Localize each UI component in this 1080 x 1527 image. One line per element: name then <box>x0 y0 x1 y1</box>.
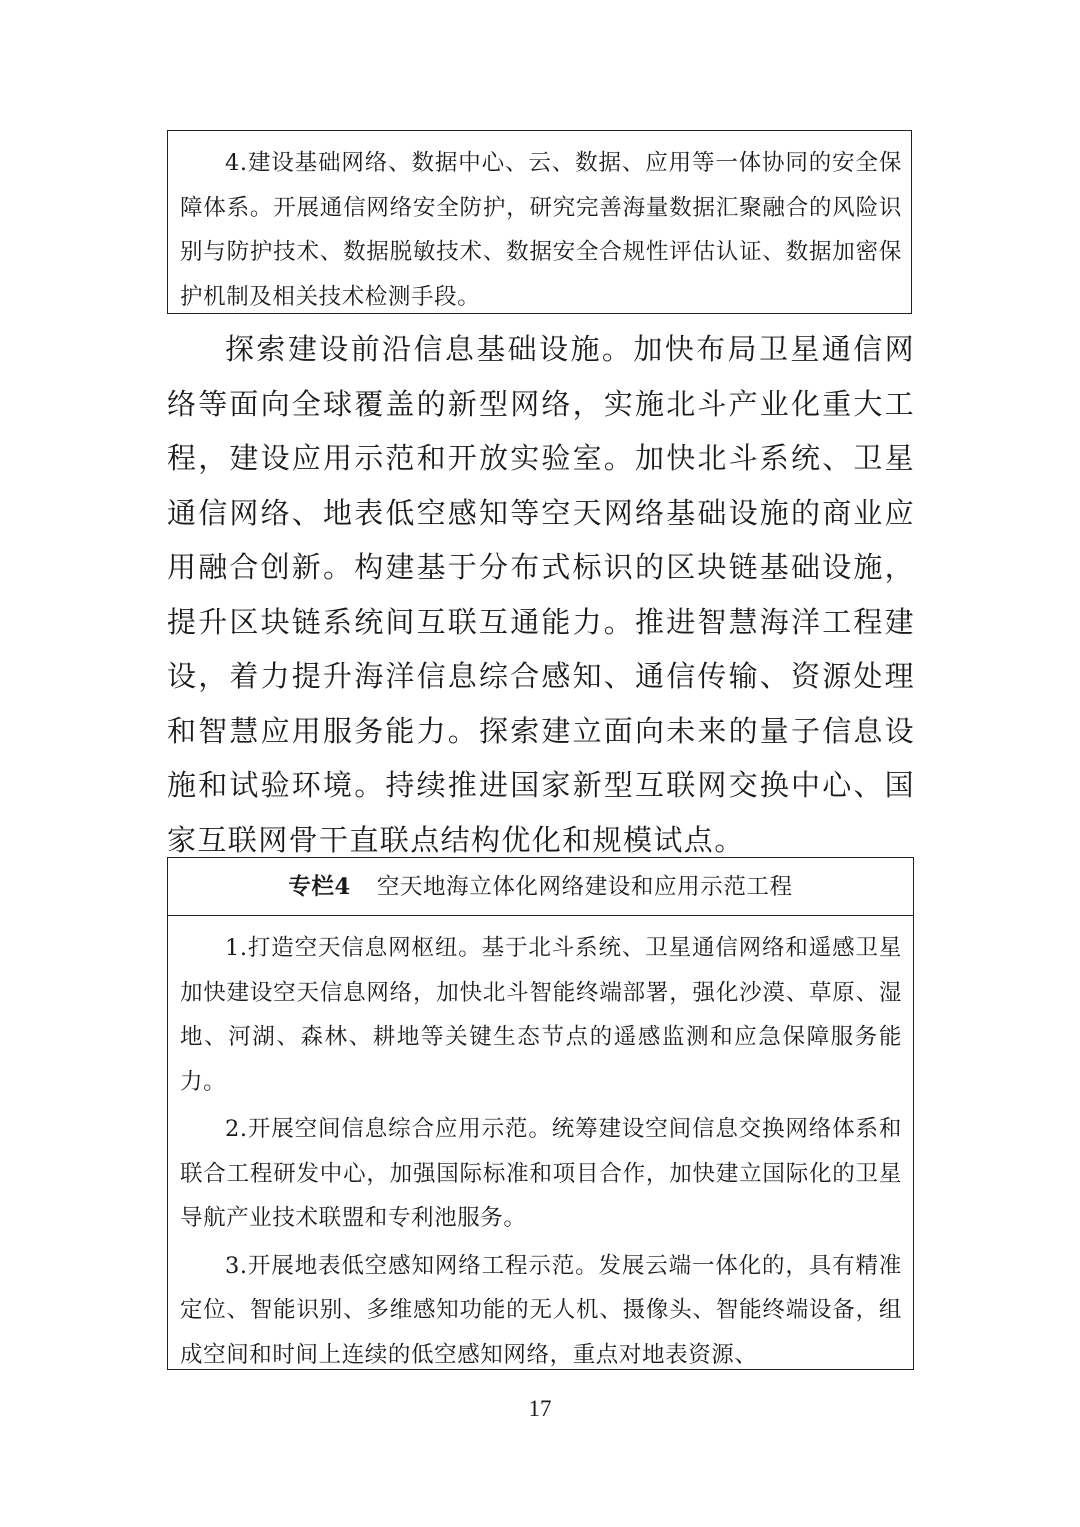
column-title: 空天地海立体化网络建设和应用示范工程 <box>376 874 793 900</box>
column-box <box>167 857 914 1370</box>
column-item: 1.打造空天信息网枢纽。基于北斗系统、卫星通信网络和遥感卫星加快建设空天信息网络，加快北斗智能终端部署，强化沙漠、草原、湿地、河湖、森林、耕地等关键生态节点的遥感监测和应急保障服务能力。 <box>180 935 902 1095</box>
column-item: 2.开展空间信息综合应用示范。统筹建设空间信息交换网络体系和联合工程研发中心，加强国际标准和项目合作，加快建立国际化的卫星导航产业技术联盟和专利池服务。 <box>180 1116 902 1231</box>
column-label: 专栏4 <box>288 874 351 900</box>
continued-column-box <box>167 130 912 314</box>
page-number: 17 <box>528 1396 552 1421</box>
column-box-header <box>168 858 913 916</box>
column-items <box>180 926 902 1380</box>
body-paragraph: 探索建设前沿信息基础设施。加快布局卫星通信网络等面向全球覆盖的新型网络，实施北斗产业化重大工程，建设应用示范和开放实验室。加快北斗系统、卫星通信网络、地表低空感知等空天网络基础设施的商业应用融合创新。构建基于分布式标识的区块链基础设施，提升区块链系统间互联互通能力。推进智慧海洋工程建设，着力提升海洋信息综合感知、通信传输、资源处理和智慧应用服务能力。探索建立面向未来的量子信息设施和试验环境。持续推进国家新型互联网交换中心、国家互联网骨干直联点结构优化和规模试点。 <box>167 332 915 857</box>
column-item: 3.开展地表低空感知网络工程示范。发展云端一体化的，具有精准定位、智能识别、多维感知功能的无人机、摄像头、智能终端设备，组成空间和时间上连续的低空感知网络，重点对地表资源、 <box>180 1252 902 1368</box>
column-item-4: 4.建设基础网络、数据中心、云、数据、应用等一体协同的安全保障体系。开展通信网络安全防护，研究完善海量数据汇聚融合的风险识别与防护技术、数据脱敏技术、数据安全合规性评估认证、数据加密保护机制及相关技术检测手段。 <box>180 150 902 310</box>
